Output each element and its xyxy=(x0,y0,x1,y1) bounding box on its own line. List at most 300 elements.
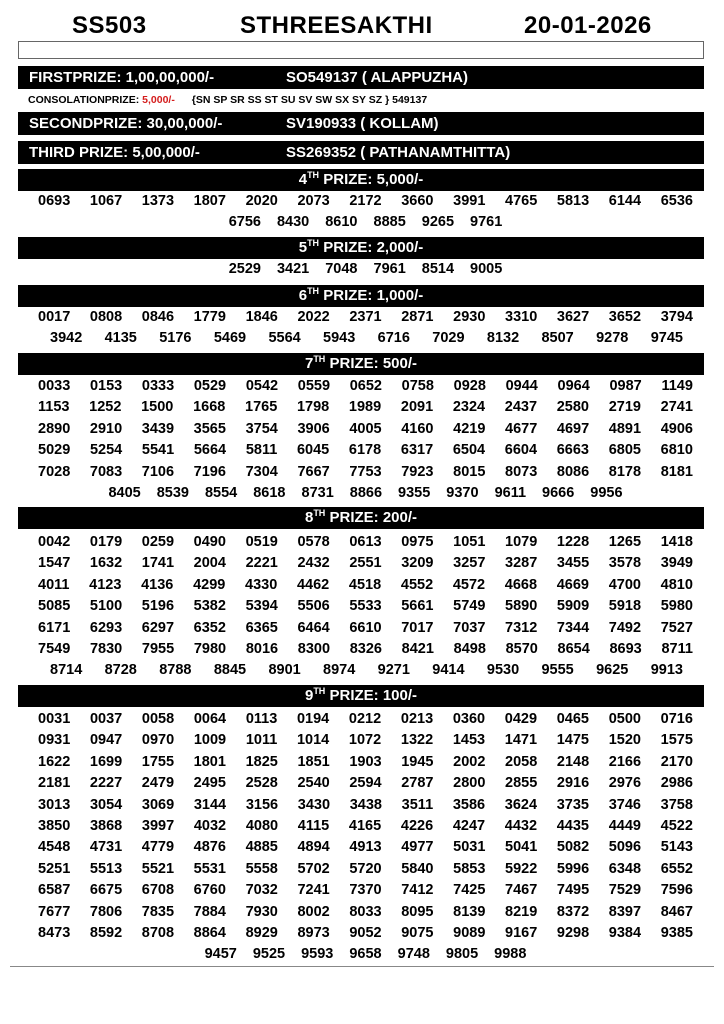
winning-number: 0058 xyxy=(141,711,175,727)
winning-number: 4669 xyxy=(556,576,589,593)
bottom-divider xyxy=(10,966,714,967)
winning-number: 0333 xyxy=(141,378,175,394)
winning-number: 5943 xyxy=(323,330,356,347)
winning-number: 9525 xyxy=(252,946,286,963)
number-row xyxy=(38,859,693,880)
winning-number: 8086 xyxy=(556,463,590,480)
winning-number: 5890 xyxy=(505,598,538,615)
winning-number: 1265 xyxy=(608,534,642,550)
winning-number: 5853 xyxy=(453,860,486,877)
winning-number: 3438 xyxy=(349,796,382,813)
number-row xyxy=(38,212,693,233)
winning-number: 0529 xyxy=(193,378,227,394)
winning-number: 1009 xyxy=(193,732,227,749)
winning-number: 4247 xyxy=(452,817,486,834)
winning-number: 9005 xyxy=(470,261,503,277)
winning-number: 5382 xyxy=(193,598,226,615)
winning-number: 2719 xyxy=(608,399,641,416)
draw-code: SS503 xyxy=(72,12,147,39)
winning-number: 6178 xyxy=(348,442,382,459)
winning-number: 7753 xyxy=(349,463,382,480)
winning-number: 4080 xyxy=(245,817,279,834)
winning-number: 3054 xyxy=(89,796,123,813)
winning-number: 0931 xyxy=(38,732,71,749)
winning-number: 7667 xyxy=(297,463,330,480)
winning-number: 3156 xyxy=(245,796,279,813)
winning-number: 0542 xyxy=(245,378,279,394)
winning-number: 0213 xyxy=(400,711,434,727)
prize-ordinal: 5 xyxy=(298,239,308,256)
winning-number: 2551 xyxy=(349,555,382,572)
winning-number: 8033 xyxy=(349,903,382,920)
winning-number: 8974 xyxy=(323,662,356,679)
winning-number: 1067 xyxy=(89,193,123,209)
winning-number: 0947 xyxy=(89,732,123,749)
number-row xyxy=(38,618,693,639)
winning-number: 1547 xyxy=(38,555,71,572)
winning-number: 5533 xyxy=(349,598,382,615)
prize-amount: PRIZE: 200/- xyxy=(325,509,418,526)
winning-number: 8731 xyxy=(301,484,334,501)
winning-number: 5840 xyxy=(401,860,434,877)
winning-number: 0693 xyxy=(38,193,71,209)
first-prize-winner: SO549137 ( ALAPPUZHA) xyxy=(286,69,468,86)
winning-number: 4876 xyxy=(193,839,226,856)
winning-number: 8514 xyxy=(421,261,455,277)
winning-number: 5082 xyxy=(556,839,590,856)
prize-8-numbers xyxy=(38,532,693,682)
winning-number: 9761 xyxy=(470,214,503,231)
winning-number: 3430 xyxy=(297,796,331,813)
prize-7-numbers xyxy=(38,376,693,504)
winning-number: 2890 xyxy=(38,420,71,437)
winning-number: 7028 xyxy=(38,463,71,480)
winning-number: 2371 xyxy=(349,309,382,325)
winning-number: 1989 xyxy=(348,399,382,416)
winning-number: 6716 xyxy=(377,330,410,347)
winning-number: 4435 xyxy=(556,817,589,834)
winning-number: 0064 xyxy=(193,711,227,727)
winning-number: 5029 xyxy=(38,442,71,459)
winning-number: 7037 xyxy=(453,619,486,636)
winning-number: 6144 xyxy=(608,193,642,209)
winning-number: 7312 xyxy=(505,619,538,636)
winning-number: 2091 xyxy=(400,399,434,416)
winning-number: 0987 xyxy=(609,378,642,394)
draw-date: 20-01-2026 xyxy=(524,12,652,39)
winning-number: 8219 xyxy=(505,903,538,920)
winning-number: 9625 xyxy=(596,662,629,679)
winning-number: 2976 xyxy=(608,775,642,792)
prize-ordinal: 8 xyxy=(304,509,314,526)
winning-number: 2437 xyxy=(504,399,538,416)
winning-number: 3511 xyxy=(401,796,434,813)
winning-number: 9075 xyxy=(401,924,434,941)
winning-number: 4226 xyxy=(400,817,434,834)
winning-number: 4123 xyxy=(89,576,122,593)
winning-number: 0970 xyxy=(141,732,175,749)
winning-number: 2741 xyxy=(660,399,693,416)
winning-number: 5531 xyxy=(193,860,226,877)
winning-number: 1153 xyxy=(38,399,70,416)
winning-number: 2221 xyxy=(245,555,278,572)
consolation-amount: 5,000/- xyxy=(142,94,175,106)
winning-number: 2916 xyxy=(556,775,590,792)
prize-ordinal: 4 xyxy=(298,171,308,188)
winning-number: 8864 xyxy=(193,924,226,941)
winning-number: 8300 xyxy=(297,640,331,657)
winning-number: 7961 xyxy=(373,261,406,277)
number-row xyxy=(38,419,693,440)
winning-number: 1373 xyxy=(141,193,175,209)
prize-4-numbers xyxy=(38,191,693,234)
winning-number: 7930 xyxy=(245,903,278,920)
first-prize-bar xyxy=(18,66,704,89)
first-prize-label: FIRSTPRIZE: 1,00,00,000/- xyxy=(29,69,215,86)
winning-number: 1252 xyxy=(89,399,122,416)
winning-number: 6045 xyxy=(296,442,330,459)
winning-number: 5521 xyxy=(141,860,175,877)
number-row xyxy=(38,532,693,553)
winning-number: 7304 xyxy=(245,463,278,480)
number-row xyxy=(38,816,693,837)
winning-number: 0613 xyxy=(349,534,382,550)
number-row xyxy=(38,191,693,212)
winning-number: 2528 xyxy=(245,775,278,792)
winning-number: 2148 xyxy=(556,753,590,770)
winning-number: 2910 xyxy=(89,420,123,437)
winning-number: 9355 xyxy=(398,484,431,501)
winning-number: 9457 xyxy=(204,946,237,963)
winning-number: 4115 xyxy=(297,817,330,834)
winning-number: 8618 xyxy=(253,484,286,501)
winning-number: 6756 xyxy=(228,214,261,231)
winning-number: 3013 xyxy=(38,796,71,813)
winning-number: 8132 xyxy=(486,330,520,347)
prize-7-bar xyxy=(18,353,704,375)
winning-number: 0808 xyxy=(89,309,123,325)
winning-number: 5661 xyxy=(401,598,434,615)
winning-number: 5558 xyxy=(245,860,278,877)
winning-number: 9167 xyxy=(505,924,538,941)
number-row xyxy=(38,483,693,504)
winning-number: 7884 xyxy=(193,903,226,920)
winning-number: 1632 xyxy=(89,555,123,572)
winning-number: 1149 xyxy=(661,378,693,394)
winning-number: 0500 xyxy=(608,711,641,727)
winning-number: 1779 xyxy=(193,309,226,325)
winning-number: 4891 xyxy=(608,420,642,437)
winning-number: 4032 xyxy=(193,817,227,834)
winning-number: 5254 xyxy=(89,442,123,459)
winning-number: 4731 xyxy=(89,839,123,856)
winning-number: 7017 xyxy=(401,619,434,636)
winning-number: 0194 xyxy=(296,711,330,727)
winning-number: 7955 xyxy=(141,640,175,657)
winning-number: 7196 xyxy=(193,463,226,480)
winning-number: 5664 xyxy=(193,442,227,459)
winning-number: 3660 xyxy=(401,193,434,209)
header-empty-box xyxy=(18,41,704,59)
winning-number: 9745 xyxy=(650,330,683,347)
winning-number: 4299 xyxy=(193,576,226,593)
winning-number: 8016 xyxy=(245,640,279,657)
winning-number: 4913 xyxy=(349,839,382,856)
winning-number: 9666 xyxy=(542,484,575,501)
winning-number: 2930 xyxy=(453,309,486,325)
winning-number: 8015 xyxy=(453,463,486,480)
winning-number: 0846 xyxy=(141,309,175,325)
winning-number: 1014 xyxy=(296,732,330,749)
prize-6-numbers xyxy=(38,307,693,350)
winning-number: 5813 xyxy=(556,193,590,209)
prize-5-numbers xyxy=(38,259,693,280)
winning-number: 8570 xyxy=(505,640,538,657)
winning-number: 7467 xyxy=(505,882,538,899)
winning-number: 7029 xyxy=(432,330,465,347)
winning-number: 2022 xyxy=(297,309,330,325)
winning-number: 1801 xyxy=(193,753,226,770)
winning-number: 7923 xyxy=(401,463,434,480)
winning-number: 4449 xyxy=(608,817,641,834)
winning-number: 4810 xyxy=(660,576,693,593)
winning-number: 9089 xyxy=(453,924,486,941)
winning-number: 3850 xyxy=(38,817,71,834)
winning-number: 9414 xyxy=(432,662,465,679)
winning-number: 5749 xyxy=(453,598,486,615)
winning-number: 1903 xyxy=(349,753,382,770)
winning-number: 2529 xyxy=(228,261,261,277)
prize-9-bar xyxy=(18,685,704,707)
winning-number: 8610 xyxy=(325,214,358,231)
winning-number: 5031 xyxy=(453,839,486,856)
winning-number: 8539 xyxy=(156,484,189,501)
number-row xyxy=(38,837,693,858)
prize-8-bar xyxy=(18,507,704,529)
winning-number: 4894 xyxy=(297,839,330,856)
winning-number: 4906 xyxy=(660,420,693,437)
winning-number: 5469 xyxy=(213,330,247,347)
winning-number: 8421 xyxy=(401,640,434,657)
winning-number: 2986 xyxy=(660,775,693,792)
winning-number: 1851 xyxy=(297,753,330,770)
winning-number: 7344 xyxy=(556,619,590,636)
winning-number: 2855 xyxy=(505,775,538,792)
winning-number: 8073 xyxy=(505,463,538,480)
number-row xyxy=(38,880,693,901)
winning-number: 8693 xyxy=(609,640,642,657)
winning-number: 6464 xyxy=(297,619,330,636)
number-row xyxy=(50,660,683,681)
winning-number: 8405 xyxy=(108,484,141,501)
winning-number: 0360 xyxy=(452,711,486,727)
prize-ordinal: 6 xyxy=(298,287,308,304)
winning-number: 8728 xyxy=(104,662,137,679)
prize-9-numbers xyxy=(38,709,693,966)
prize-6-bar xyxy=(18,285,704,307)
third-prize-bar xyxy=(18,141,704,164)
winning-number: 0758 xyxy=(401,378,434,394)
winning-number: 7425 xyxy=(453,882,486,899)
winning-number: 0490 xyxy=(193,534,226,550)
winning-number: 6604 xyxy=(504,442,538,459)
winning-number: 3421 xyxy=(276,261,310,277)
winning-number: 1668 xyxy=(193,399,226,416)
winning-number: 7835 xyxy=(141,903,175,920)
prize-amount: PRIZE: 5,000/- xyxy=(319,171,424,188)
winning-number: 0716 xyxy=(660,711,693,727)
second-prize-bar xyxy=(18,112,704,135)
winning-number: 3624 xyxy=(504,796,538,813)
winning-number: 4697 xyxy=(556,420,590,437)
winning-number: 6504 xyxy=(452,442,486,459)
prize-ordinal: 7 xyxy=(304,355,314,372)
winning-number: 2800 xyxy=(453,775,486,792)
prize-amount: PRIZE: 2,000/- xyxy=(319,239,424,256)
winning-number: 6708 xyxy=(141,882,175,899)
winning-number: 2787 xyxy=(401,775,434,792)
winning-number: 4779 xyxy=(141,839,175,856)
consolation-series: {SN SP SR SS ST SU SV SW SX SY SZ } 549137 xyxy=(191,94,428,106)
winning-number: 7549 xyxy=(38,640,71,657)
number-row xyxy=(38,307,693,328)
winning-number: 3754 xyxy=(245,420,278,437)
winning-number: 7527 xyxy=(660,619,693,636)
winning-number: 1228 xyxy=(556,534,590,550)
winning-number: 0652 xyxy=(349,378,382,394)
winning-number: 1475 xyxy=(556,732,589,749)
winning-number: 4668 xyxy=(504,576,538,593)
winning-number: 5176 xyxy=(159,330,192,347)
winning-number: 2073 xyxy=(297,193,330,209)
prize-ordinal-suffix: TH xyxy=(307,286,320,296)
winning-number: 7596 xyxy=(660,882,693,899)
number-row xyxy=(38,752,693,773)
winning-number: 8654 xyxy=(557,640,590,657)
winning-number: 6552 xyxy=(660,860,693,877)
winning-number: 5100 xyxy=(89,598,123,615)
winning-number: 2181 xyxy=(38,775,71,792)
winning-number: 7048 xyxy=(325,261,358,277)
winning-number: 7241 xyxy=(297,882,330,899)
winning-number: 1622 xyxy=(38,753,71,770)
winning-number: 2495 xyxy=(193,775,226,792)
winning-number: 3565 xyxy=(193,420,226,437)
winning-number: 6297 xyxy=(141,619,175,636)
winning-number: 5564 xyxy=(268,330,301,347)
winning-number: 9265 xyxy=(421,214,455,231)
winning-number: 4462 xyxy=(296,576,330,593)
winning-number: 2324 xyxy=(452,399,486,416)
winning-number: 6663 xyxy=(556,442,589,459)
winning-number: 2170 xyxy=(660,753,693,770)
winning-number: 2594 xyxy=(349,775,382,792)
winning-number: 9370 xyxy=(446,484,479,501)
winning-number: 7529 xyxy=(608,882,642,899)
winning-number: 2020 xyxy=(245,193,278,209)
winning-number: 3586 xyxy=(452,796,486,813)
winning-number: 7106 xyxy=(141,463,175,480)
winning-number: 3746 xyxy=(608,796,641,813)
winning-number: 2479 xyxy=(141,775,175,792)
number-row xyxy=(38,397,693,418)
winning-number: 3942 xyxy=(50,330,83,347)
winning-number: 2166 xyxy=(608,753,642,770)
prize-ordinal-suffix: TH xyxy=(313,508,326,518)
winning-number: 6317 xyxy=(400,442,434,459)
winning-number: 7830 xyxy=(89,640,123,657)
winning-number: 1500 xyxy=(141,399,174,416)
winning-number: 5720 xyxy=(349,860,382,877)
consolation-prize-line xyxy=(28,94,427,106)
prize-amount: PRIZE: 1,000/- xyxy=(319,287,424,304)
winning-number: 3906 xyxy=(297,420,330,437)
winning-number: 2580 xyxy=(556,399,589,416)
winning-number: 8498 xyxy=(453,640,486,657)
winning-number: 5513 xyxy=(89,860,123,877)
winning-number: 8372 xyxy=(556,903,590,920)
winning-number: 9956 xyxy=(590,484,623,501)
winning-number: 4165 xyxy=(348,817,382,834)
winning-number: 8592 xyxy=(89,924,123,941)
winning-number: 2004 xyxy=(193,555,226,572)
winning-number: 7370 xyxy=(349,882,382,899)
number-row xyxy=(50,328,683,349)
winning-number: 1765 xyxy=(245,399,278,416)
winning-number: 6587 xyxy=(38,882,71,899)
winning-number: 8181 xyxy=(660,463,693,480)
number-row xyxy=(38,944,693,965)
winning-number: 8507 xyxy=(541,330,574,347)
consolation-label: CONSOLATIONPRIZE: xyxy=(28,94,140,106)
winning-number: 8397 xyxy=(608,903,642,920)
winning-number: 1072 xyxy=(348,732,382,749)
winning-number: 4518 xyxy=(348,576,382,593)
winning-number: 6760 xyxy=(193,882,226,899)
winning-number: 0578 xyxy=(297,534,330,550)
winning-number: 4977 xyxy=(401,839,434,856)
winning-number: 1755 xyxy=(141,753,175,770)
winning-number: 0017 xyxy=(38,309,71,325)
winning-number: 8178 xyxy=(608,463,642,480)
winning-number: 4135 xyxy=(104,330,137,347)
winning-number: 4700 xyxy=(608,576,641,593)
winning-number: 5096 xyxy=(608,839,642,856)
prize-ordinal-suffix: TH xyxy=(313,686,326,696)
winning-number: 9278 xyxy=(596,330,629,347)
winning-number: 9271 xyxy=(377,662,410,679)
winning-number: 9593 xyxy=(301,946,334,963)
winning-number: 1741 xyxy=(141,555,175,572)
winning-number: 6352 xyxy=(193,619,226,636)
winning-number: 5251 xyxy=(38,860,71,877)
winning-number: 9298 xyxy=(556,924,590,941)
winning-number: 6171 xyxy=(38,619,71,636)
number-row xyxy=(38,596,693,617)
winning-number: 9052 xyxy=(349,924,382,941)
winning-number: 7806 xyxy=(89,903,123,920)
winning-number: 1945 xyxy=(401,753,434,770)
winning-number: 4005 xyxy=(349,420,382,437)
winning-number: 0031 xyxy=(38,711,71,727)
winning-number: 0042 xyxy=(38,534,71,550)
winning-number: 0975 xyxy=(401,534,434,550)
winning-number: 2227 xyxy=(89,775,123,792)
winning-number: 7032 xyxy=(245,882,278,899)
winning-number: 6675 xyxy=(89,882,123,899)
winning-number: 5506 xyxy=(297,598,330,615)
winning-number: 4160 xyxy=(401,420,434,437)
